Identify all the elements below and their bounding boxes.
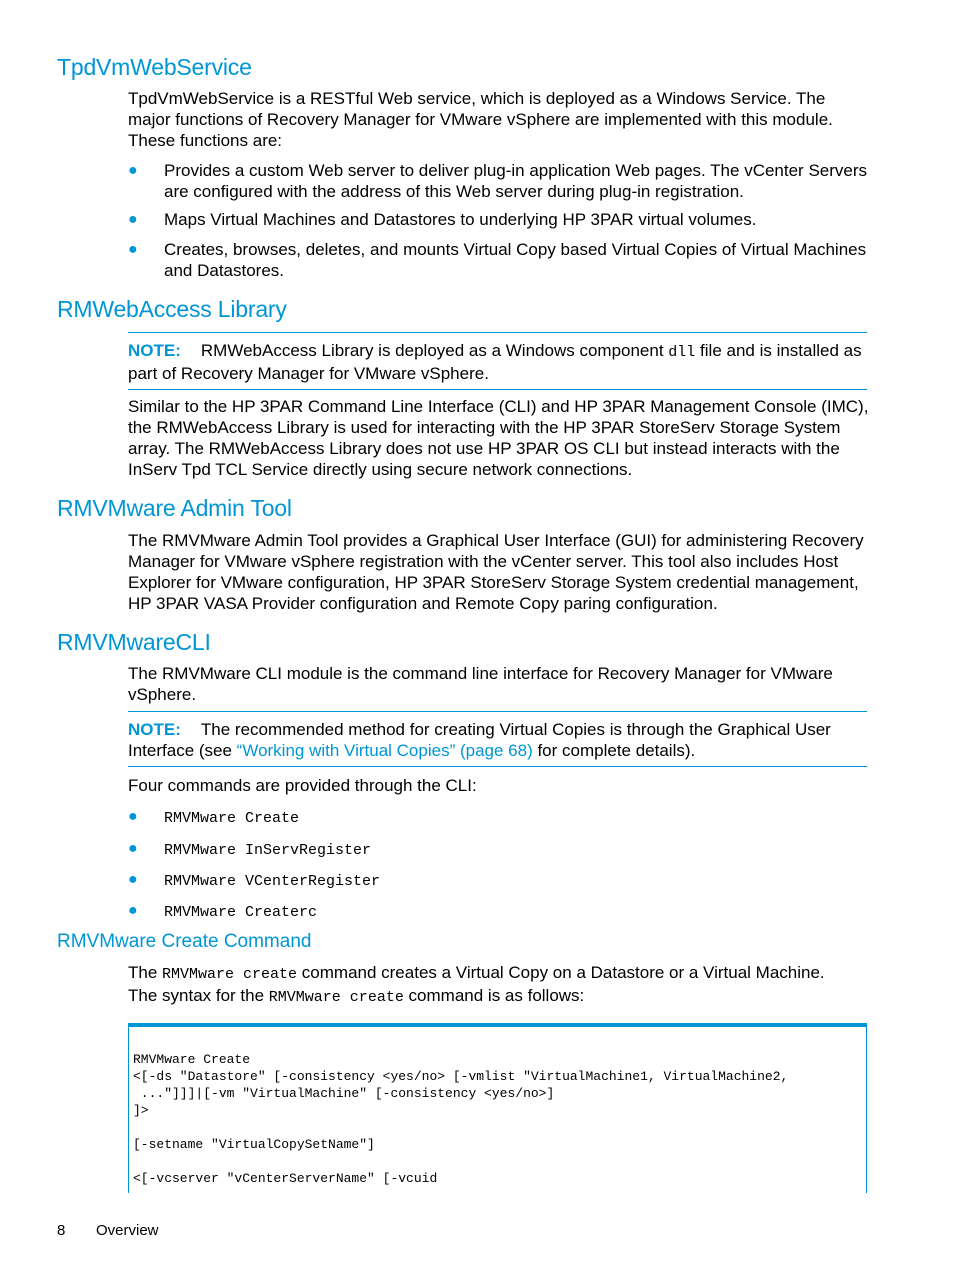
note-label: NOTE: — [128, 720, 181, 739]
bullet-icon: ● — [128, 241, 138, 258]
create-paragraph: The RMVMware create command creates a Virtual Copy on a Datastore or a Virtual Machine. The syntax for the RMVMware create command is as follows: — [128, 963, 825, 1006]
bullet-icon: ● — [128, 211, 138, 228]
footer-section-title: Overview — [96, 1222, 159, 1239]
list-item: ● Creates, browses, deletes, and mounts Virtual Copy based Virtual Copies of Virtual Machines and Datastores. — [128, 240, 867, 280]
inline-code: dll — [668, 344, 696, 361]
tpd-paragraph: TpdVmWebService is a RESTful Web service, which is deployed as a Windows Service. The major functions of Recovery Manager for VMware vSphere are implemented with this module. These functions are: — [128, 89, 833, 150]
note-box-cli: NOTE: The recommended method for creating Virtual Copies is through the Graphical User Interface (see “Working with Virtual Copies” (page 68) for complete details). — [128, 711, 867, 767]
bullet-icon: ● — [128, 871, 138, 888]
note-label: NOTE: — [128, 341, 181, 360]
heading-rmvmwarecli: RMVMwareCLI — [57, 629, 211, 655]
heading-rmvmware-admin-tool: RMVMware Admin Tool — [57, 495, 292, 521]
bullet-icon: ● — [128, 840, 138, 857]
bullet-icon: ● — [128, 162, 138, 179]
tpd-bullet-list — [128, 160, 870, 281]
working-with-virtual-copies-link[interactable]: “Working with Virtual Copies” (page 68) — [236, 741, 533, 760]
bullet-icon: ● — [128, 808, 138, 825]
list-item: ● RMVMware InServRegister — [128, 840, 372, 859]
heading-tpdvmwebservice: TpdVmWebService — [57, 54, 252, 80]
list-item: ● RMVMware Create — [128, 808, 300, 827]
cli-paragraph: The RMVMware CLI module is the command line interface for Recovery Manager for VMware vSphere. — [128, 664, 833, 704]
code-block — [128, 1023, 867, 1193]
list-item: ● Provides a custom Web server to deliver plug-in application Web pages. The vCenter Servers are configured with the address of this Web server during plug-in registration. — [128, 161, 868, 201]
inline-code: RMVMware create — [268, 989, 404, 1006]
note-box-rmwebaccess: NOTE: RMWebAccess Library is deployed as a Windows component dll file and is installed as part of Recovery Manager for VMware vSphere. — [128, 332, 867, 390]
cli-command-list — [128, 806, 870, 923]
code-syntax: RMVMware Create <[-ds "Datastore" [-consistency <yes/no> [-vmlist "VirtualMachine1, VirtualMachine2, ..."]]]|[-vm "VirtualMachine" [-consistency <yes/no>] ]> [-setname "VirtualCopySetName"] <[-vcserver "vCenterServerName" [-vcuid — [133, 1052, 789, 1186]
bullet-icon: ● — [128, 902, 138, 919]
heading-rmvmware-create-command: RMVMware Create Command — [57, 931, 312, 952]
list-item: ● RMVMware VCenterRegister — [128, 871, 381, 890]
admin-paragraph: The RMVMware Admin Tool provides a Graphical User Interface (GUI) for administering Recovery Manager for VMware vSphere registration with the vCenter server. This tool also includes Host Explorer for VMware configuration, HP 3PAR StoreServ Storage System credential management, HP 3PAR VASA Provider configuration and Remote Copy paring configuration. — [128, 531, 864, 613]
cli-intro: Four commands are provided through the CLI: — [128, 776, 477, 795]
list-item: ● Maps Virtual Machines and Datastores to underlying HP 3PAR virtual volumes. — [128, 210, 757, 229]
inline-code: RMVMware create — [162, 966, 298, 983]
heading-rmwebaccess-library: RMWebAccess Library — [57, 296, 287, 322]
list-item: ● RMVMware Createrc — [128, 902, 318, 921]
rmweb-paragraph: Similar to the HP 3PAR Command Line Interface (CLI) and HP 3PAR Management Console (IMC), the RMWebAccess Library is used for interacting with the HP 3PAR StoreServ Storage System array. The RMWebAccess Library does not use HP 3PAR OS CLI but instead interacts with the InServ Tpd TCL Service directly using secure network connections. — [128, 397, 869, 479]
page-number: 8 — [57, 1222, 66, 1239]
